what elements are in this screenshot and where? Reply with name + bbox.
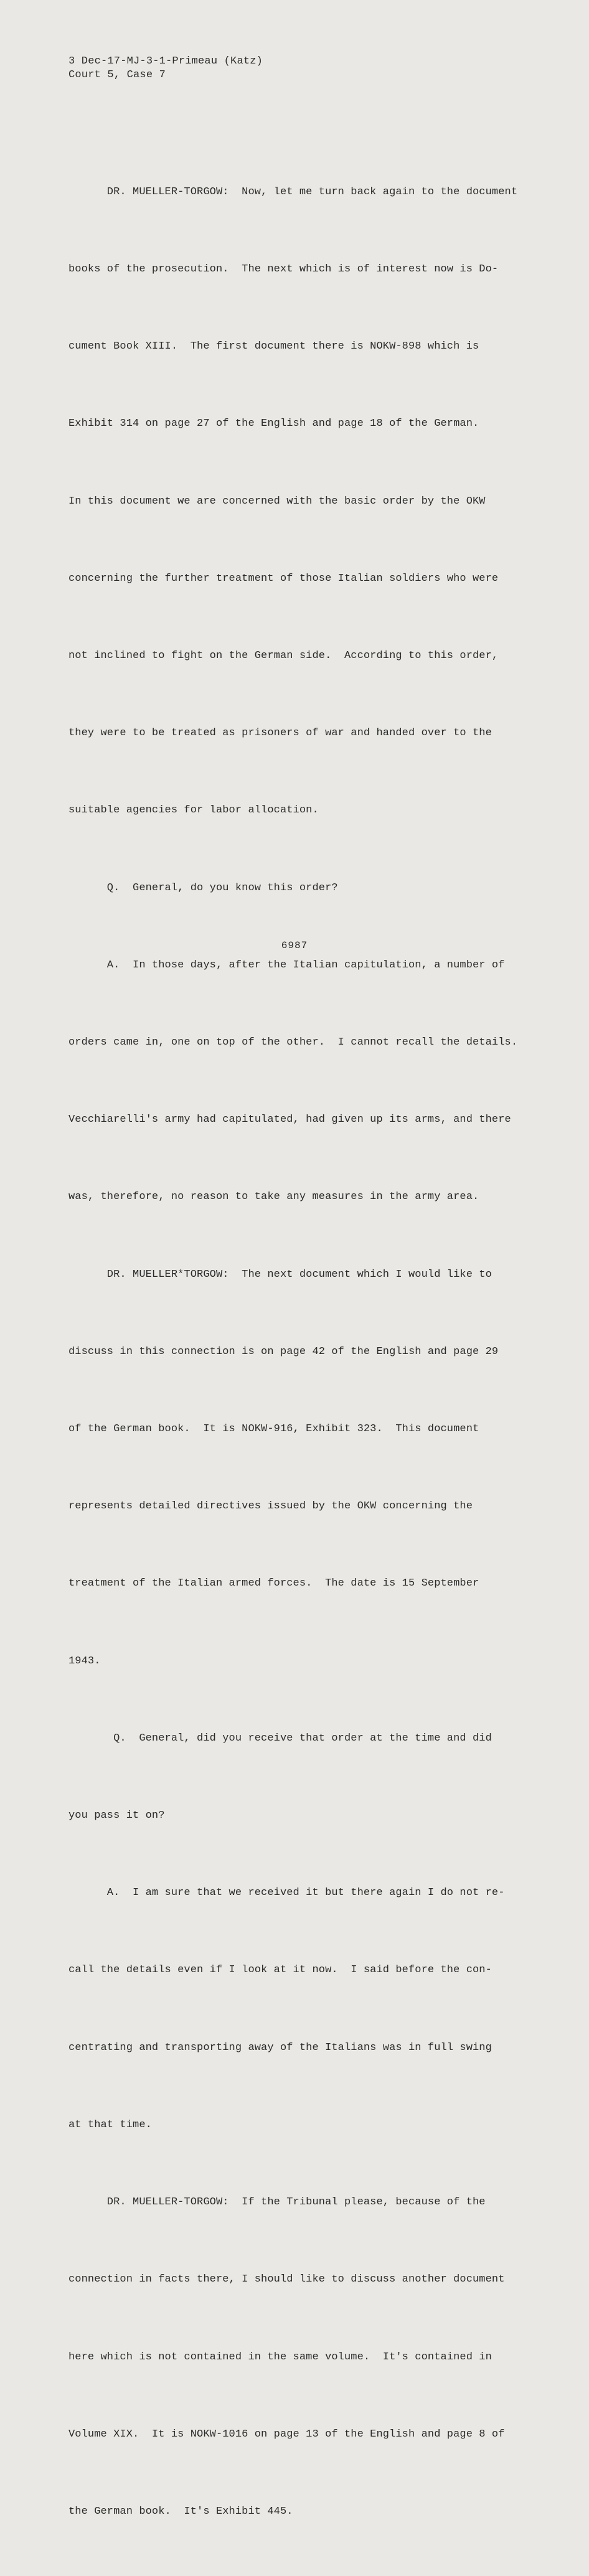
transcript-line: DR. MUELLER*TORGOW: The next document which I would like to	[68, 1268, 492, 1281]
transcript-line: at that time.	[68, 2118, 152, 2131]
transcript-line: DR. MUELLER-TORGOW: If the Tribunal please, because of the	[68, 2196, 486, 2209]
transcript-line: the German book. It's Exhibit 445.	[68, 2505, 293, 2517]
transcript-line: represents detailed directives issued by the OKW concerning the	[68, 1500, 473, 1513]
page-number: 6987	[281, 940, 308, 951]
transcript-line: Volume XIX. It is NOKW-1016 on page 13 of the English and page 8 of	[68, 2428, 505, 2440]
transcript-line: suitable agencies for labor allocation.	[68, 804, 319, 817]
transcript-line: DR. MUELLER-TORGOW: Now, let me turn back again to the document	[68, 186, 518, 198]
transcript-line: was, therefore, no reason to take any measures in the army area.	[68, 1191, 479, 1203]
transcript-line: Vecchiarelli's army had capitulated, had given up its arms, and there	[68, 1114, 511, 1126]
transcript-line: of the German book. It is NOKW-916, Exhibit 323. This document	[68, 1423, 479, 1436]
transcript-line: here which is not contained in the same volume. It's contained in	[68, 2351, 492, 2363]
transcript-line: Q. General, do you know this order?	[68, 881, 338, 894]
transcript-line: not inclined to fight on the German side. According to this order,	[68, 650, 499, 662]
transcript-line: orders came in, one on top of the other. I cannot recall the details.	[68, 1037, 518, 1049]
transcript-line: discuss in this connection is on page 42 of the English and page 29	[68, 1345, 499, 1358]
document-header	[68, 55, 263, 82]
transcript-line: A. I am sure that we received it but there again I do not re-	[68, 1887, 505, 1899]
transcript-line: Exhibit 314 on page 27 of the English and page 18 of the German.	[68, 418, 479, 430]
transcript-line: In this document we are concerned with the basic order by the OKW	[68, 495, 486, 507]
transcript-line: call the details even if I look at it now. I said before the con-	[68, 1964, 492, 1977]
transcript-line: connection in facts there, I should like to discuss another document	[68, 2273, 505, 2286]
transcript-line: books of the prosecution. The next which is of interest now is Do-	[68, 263, 499, 276]
transcript-line: they were to be treated as prisoners of war and handed over to the	[68, 727, 492, 740]
transcript-line: cument Book XIII. The first document there is NOKW-898 which is	[68, 341, 479, 353]
transcript-line: A. In those days, after the Italian capitulation, a number of	[68, 959, 505, 971]
transcript-line: Q. General, did you receive that order at the time and did	[68, 1732, 492, 1744]
transcript-body	[68, 128, 523, 2576]
transcript-line: 1943.	[68, 1655, 101, 1667]
header-line-session: 3 Dec-17-MJ-3-1-Primeau (Katz)	[68, 55, 263, 67]
transcript-line: treatment of the Italian armed forces. The date is 15 September	[68, 1577, 479, 1590]
transcript-line: you pass it on?	[68, 1810, 165, 1822]
transcript-line: concerning the further treatment of those Italian soldiers who were	[68, 572, 499, 585]
header-line-court: Court 5, Case 7	[68, 69, 166, 81]
transcript-line: centrating and transporting away of the Italians was in full swing	[68, 2041, 492, 2054]
